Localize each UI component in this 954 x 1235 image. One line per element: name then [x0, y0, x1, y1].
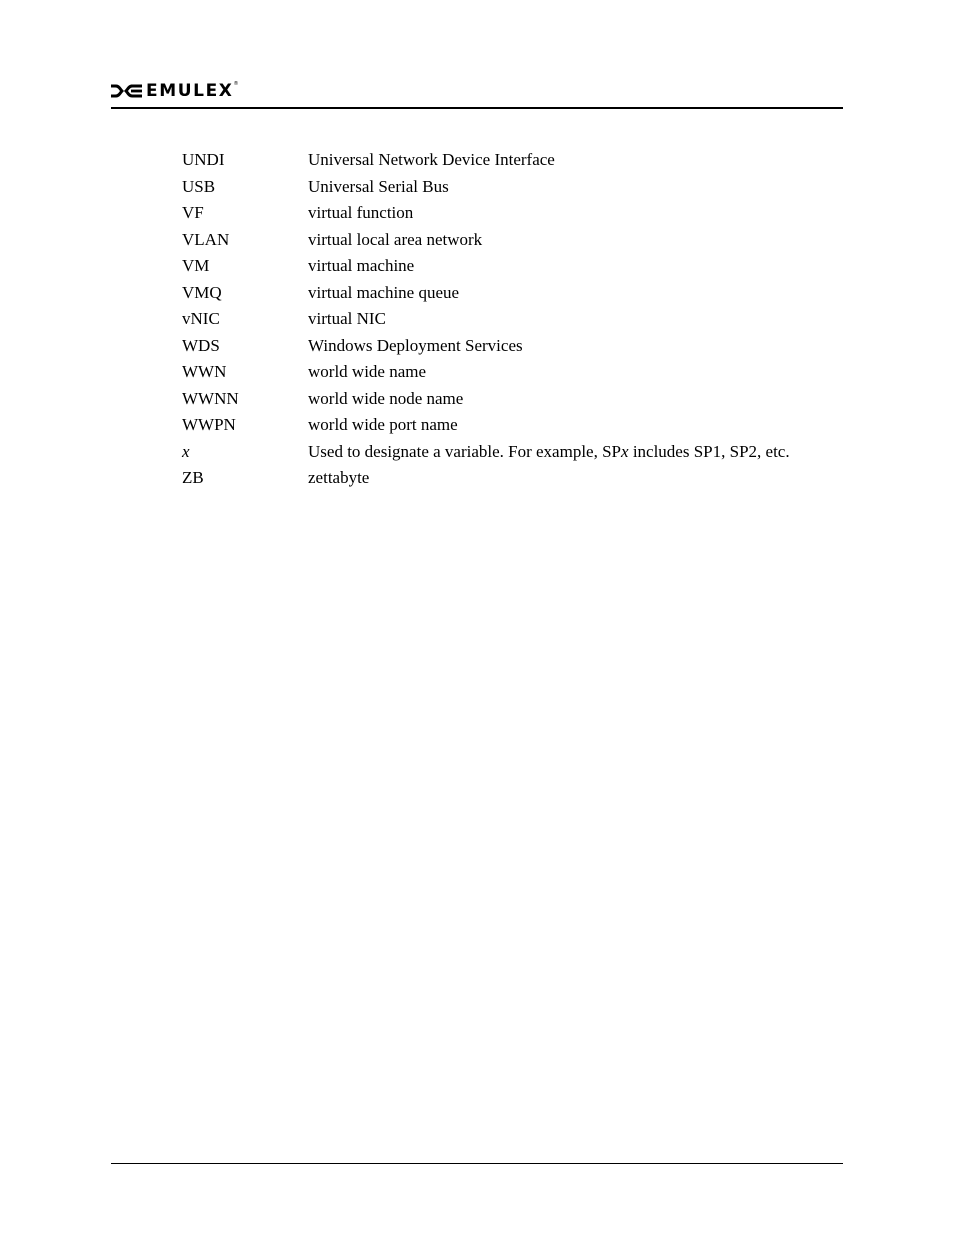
glossary-row	[182, 200, 843, 227]
glossary-term: UNDI	[182, 150, 225, 170]
glossary-term: WDS	[182, 335, 220, 355]
glossary-definition: virtual machine	[308, 256, 415, 276]
glossary-row	[182, 306, 843, 333]
definition-text: Used to designate a variable. For example, SP	[308, 441, 622, 461]
glossary-row	[182, 439, 843, 466]
glossary-term: VMQ	[182, 282, 222, 302]
glossary-row	[182, 174, 843, 201]
glossary-definition: Windows Deployment Services	[308, 335, 523, 355]
glossary-term: VF	[182, 203, 204, 223]
glossary-term: WWN	[182, 362, 227, 382]
glossary-row	[182, 253, 843, 280]
glossary-definition: virtual NIC	[308, 309, 386, 329]
glossary-definition: world wide name	[308, 362, 427, 382]
glossary-row	[182, 147, 843, 174]
glossary-row	[182, 227, 843, 254]
glossary-definition: Universal Network Device Interface	[308, 150, 555, 170]
glossary-definition: world wide port name	[308, 415, 458, 435]
page-header	[111, 78, 843, 108]
glossary-row	[182, 333, 843, 360]
glossary-term: VM	[182, 256, 210, 276]
glossary-row	[182, 412, 843, 439]
glossary-row	[182, 280, 843, 307]
glossary-definition	[308, 442, 843, 462]
logo-wordmark: EMULEX	[146, 81, 234, 101]
glossary-term: x	[182, 441, 190, 461]
glossary-definition: virtual machine queue	[308, 282, 460, 302]
glossary-term: VLAN	[182, 229, 230, 249]
trademark-mark: ®	[233, 81, 239, 87]
glossary-row	[182, 359, 843, 386]
definition-variable: x	[621, 441, 629, 461]
glossary-term: vNIC	[182, 309, 220, 329]
header-divider	[111, 107, 843, 109]
glossary-definition: world wide node name	[308, 388, 464, 408]
glossary-term: WWPN	[182, 415, 236, 435]
glossary-definition: Universal Serial Bus	[308, 176, 449, 196]
glossary-term: WWNN	[182, 388, 239, 408]
glossary-definition: zettabyte	[308, 468, 370, 488]
glossary-row	[182, 386, 843, 413]
glossary-definition: virtual local area network	[308, 229, 483, 249]
glossary-definition: virtual function	[308, 203, 414, 223]
definition-text: includes SP1, SP2, etc.	[628, 441, 790, 461]
glossary-term: USB	[182, 176, 216, 196]
footer-divider	[111, 1163, 843, 1164]
glossary-term: ZB	[182, 468, 204, 488]
glossary-list	[182, 147, 843, 492]
emulex-logo	[111, 80, 239, 102]
glossary-row	[182, 465, 843, 492]
emulex-logo-mark-icon	[111, 83, 143, 99]
